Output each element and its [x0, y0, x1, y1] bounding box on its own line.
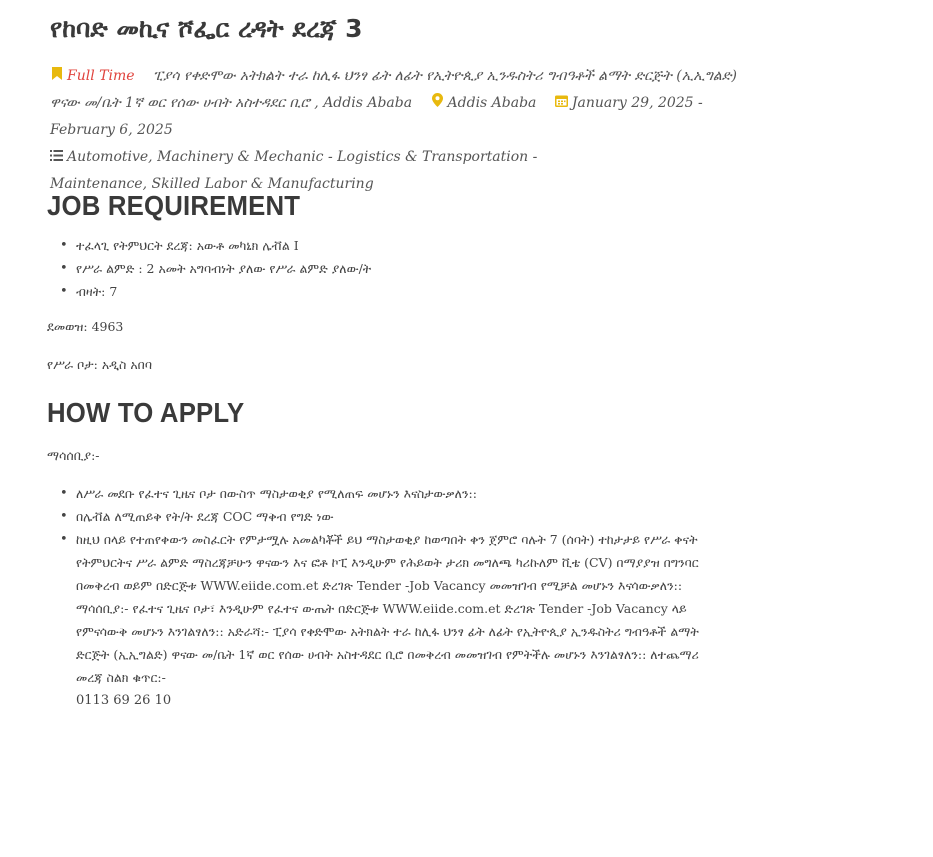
employment-type: Full Time [67, 68, 135, 84]
employer-address: ፒያሳ የቀድሞው አትክልት ተራ ከሊፋ ህንፃ ፊት ለፊት የኢትዮጲያ ኢንዱስትሪ ግብዓቶች ልማት ድርጅት (ኢኢግልድ) ዋናው መ/ቤት 1ኛ ወር የሰው ሀብት አስተዳደር ቢሮ , Addis Ababa [50, 68, 737, 111]
salary: ደመወዝ: 4963 [47, 319, 124, 334]
apply-note-label: ማሳሰቢያ:- [47, 448, 100, 463]
apply-list [47, 482, 707, 712]
list-icon [50, 144, 63, 171]
job-title: የከባድ መኪና ሾፌር ረዳት ደረጃ 3 [50, 14, 363, 43]
list-item: • ተፈላጊ የትምህርት ደረጃ: አውቶ መካኒክ ሌቭል I [47, 234, 371, 257]
workplace: የሥራ ቦታ: አዲስ አበባ [47, 357, 153, 372]
list-item: • በሌቭል ለሚጠይቅ የት/ት ደረጃ COC ማቅብ የግድ ነው [47, 505, 707, 528]
job-categories: Automotive, Machinery & Mechanic - Logistics & Transportation - [67, 149, 538, 165]
job-requirement-heading: JOB REQUIREMENT [47, 190, 301, 221]
calendar-icon [555, 90, 568, 117]
list-item: • የሥራ ልምድ : 2 አመት አግባብነት ያለው የሥራ ልምድ ያለው/ት [47, 257, 371, 280]
job-meta [50, 63, 740, 198]
map-marker-icon [431, 90, 444, 117]
bookmark-icon [50, 63, 63, 90]
job-date-range: January 29, 2025 - February 6, 2025 [50, 95, 703, 138]
list-item: • ብዛት: 7 [47, 280, 371, 303]
application-instructions: ከዚህ በላይ የተጠየቀውን መስፈርት የምታሟሉ አመልካቾች ይህ ማስታወቂያ ከወጣበት ቀን ጀምሮ ባሉት 7 (ሰባት) ተከታታይ የሥራ ቀናት የትምህርትና ሥራ ልምድ ማስረጃቻሁን ዋናውን እና ፎቶ ኮፒ እንዲሁም የሕይወት ታሪክ መግለጫ ካሪኩለም ቪቴ (CV) በማያያዝ በግንባር በመቅረብ ወይም በድርጅቱ WWW.eiide.com.et ድረገጽ Tender -Job Vacancy መመዝገብ የሚቻል መሆኑን እናሳውቃለን:: ማሳሰቢያ:- የፈተና ጊዜና ቦታ፣ እንዲሁም የፈተና ውጤት በድርጅቱ WWW.eiide.com.et ድረገጽ Tender -Job Vacancy ላይ የምናሳውቅ መሆኑን እንገልፃለን:: አድራሻ:- ፒያሳ የቀድሞው አትክልት ተራ ከሊፋ ህንፃ ፊት ለፊት የኢትዮጲያ ኢንዱስትሪ ግብዓቶች ልማት ድርጅት (ኢኢግልድ) ዋናው መ/ቤት 1ኛ ወር የሰው ሀብት አስተዳደር ቢሮ በመቅረብ መመዝገብ የምትችሉ መሆኑን እንገልፃለን:: ለተጨማሪ መረጃ ስልክ ቁጥር:- [76, 532, 699, 685]
job-categories-continued: Maintenance, Skilled Labor & Manufacturing [50, 176, 374, 192]
how-to-apply-heading: HOW TO APPLY [47, 397, 245, 428]
list-item [47, 528, 707, 712]
list-item: • ለሥራ መደቡ የፈተና ጊዜና ቦታ በውስጥ ማስታወቂያ የሚለጠፍ መሆኑን እናስታውቃለን:: [47, 482, 707, 505]
contact-phone: 0113 69 26 10 [76, 693, 172, 708]
job-location: Addis Ababa [447, 95, 537, 111]
requirement-list [47, 234, 371, 303]
